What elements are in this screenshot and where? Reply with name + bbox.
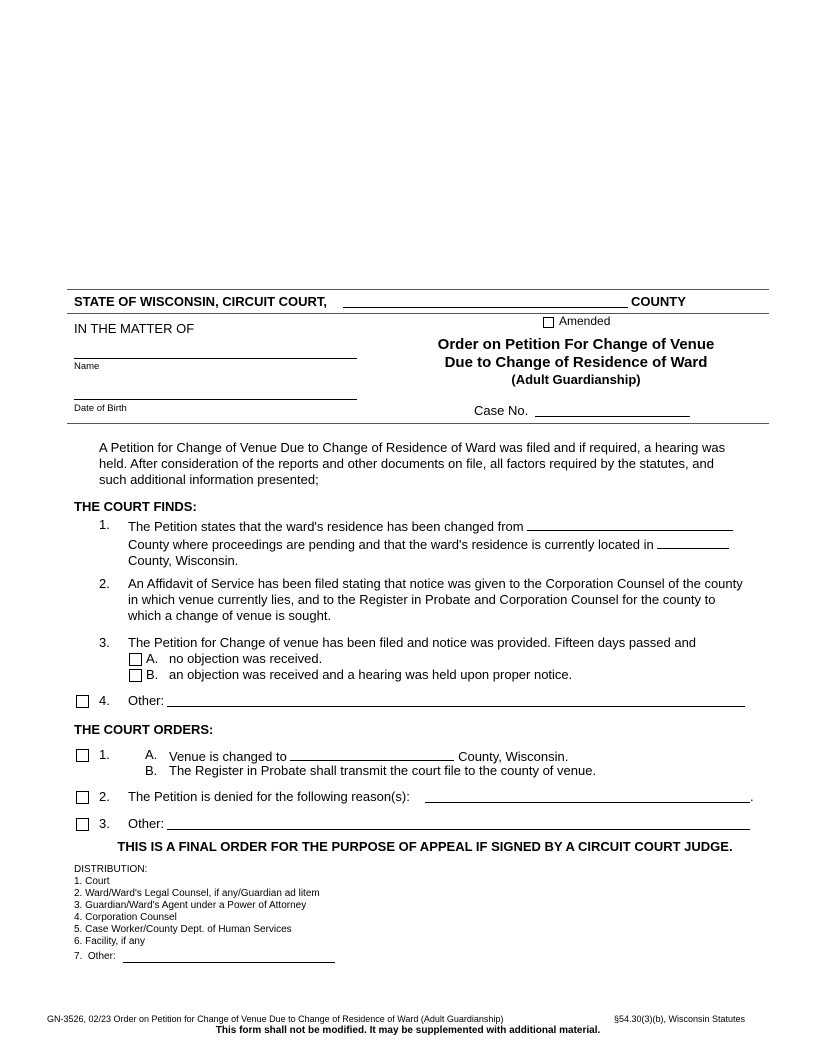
header-bottom-rule xyxy=(67,423,769,424)
header-mid-rule xyxy=(67,313,769,314)
order-2-period: . xyxy=(750,789,754,804)
denial-reasons-field[interactable] xyxy=(425,789,750,803)
finding-4-checkbox[interactable] xyxy=(76,695,89,708)
finding-3-number: 3. xyxy=(99,635,110,650)
finding-2-line: An Affidavit of Service has been filed stating that notice was given to the Corporation Counsel of the county xyxy=(128,576,743,591)
header-top-rule xyxy=(67,289,769,290)
current-county-field[interactable] xyxy=(657,535,729,549)
order-3-checkbox[interactable] xyxy=(76,818,89,831)
finding-2-line: which a change of venue is sought. xyxy=(128,608,332,623)
order-2-number: 2. xyxy=(99,789,110,804)
no-objection-checkbox[interactable] xyxy=(129,653,142,666)
objection-hearing-label: an objection was received and a hearing was held upon proper notice. xyxy=(169,667,573,682)
order-2-text: The Petition is denied for the following reason(s): xyxy=(128,789,410,804)
venue-changed-suffix: County, Wisconsin. xyxy=(458,749,569,764)
form-title xyxy=(400,336,752,388)
venue-changed-prefix: Venue is changed to xyxy=(169,749,287,764)
option-b-letter: B. xyxy=(146,667,159,682)
form-id-footer: GN-3526, 02/23 Order on Petition for Change of Venue Due to Change of Residence of Ward (Adult Guardianship) xyxy=(47,1014,504,1024)
county-name-field[interactable] xyxy=(343,294,628,308)
new-venue-county-field[interactable] xyxy=(290,747,454,761)
finding-1-text xyxy=(128,517,768,569)
finding-2-number: 2. xyxy=(99,576,110,591)
county-label: COUNTY xyxy=(631,294,686,309)
distribution-list xyxy=(74,876,320,948)
order-3-other-label: Other: xyxy=(128,816,165,831)
distribution-item: 3. Guardian/Ward's Agent under a Power of Attorney xyxy=(74,900,307,911)
distribution-other-label: 7. Other: xyxy=(74,951,116,962)
order-1b-text: The Register in Probate shall transmit the court file to the county of venue. xyxy=(169,763,597,778)
objection-hearing-checkbox[interactable] xyxy=(129,669,142,682)
modification-notice: This form shall not be modified. It may be supplemented with additional material. xyxy=(215,1025,601,1036)
distribution-item: 4. Corporation Counsel xyxy=(74,912,177,923)
order-3-other-field[interactable] xyxy=(167,816,750,830)
intro-line: A Petition for Change of Venue Due to Change of Residence of Ward was filed and if required, a hearing was xyxy=(99,440,726,455)
finding-4-other-field[interactable] xyxy=(167,693,745,707)
distribution-heading: DISTRIBUTION: xyxy=(74,864,148,875)
finding-1-line2 xyxy=(128,535,768,553)
distribution-item: 6. Facility, if any xyxy=(74,936,145,947)
intro-line: held. After consideration of the reports and other documents on file, all factors required by the statutes, and xyxy=(99,456,714,471)
amended-label: Amended xyxy=(559,314,611,328)
final-order-statement: THIS IS A FINAL ORDER FOR THE PURPOSE OF APPEAL IF SIGNED BY A CIRCUIT COURT JUDGE. xyxy=(117,839,733,854)
case-number-field[interactable] xyxy=(535,403,690,417)
date-of-birth-field[interactable] xyxy=(74,399,357,400)
finding-4-other-label: Other: xyxy=(128,693,165,708)
finding-3-text: The Petition for Change of venue has been filed and notice was provided. Fifteen days passed and xyxy=(128,635,697,650)
finding-1-number: 1. xyxy=(99,517,110,532)
form-title-line3: (Adult Guardianship) xyxy=(511,372,641,387)
order-2-checkbox[interactable] xyxy=(76,791,89,804)
distribution-item: 1. Court xyxy=(74,876,110,887)
order-1-number: 1. xyxy=(99,747,110,762)
option-a-letter: A. xyxy=(146,651,159,666)
name-label: Name xyxy=(74,361,100,372)
order-1-checkbox[interactable] xyxy=(76,749,89,762)
no-objection-label: no objection was received. xyxy=(169,651,323,666)
date-of-birth-label: Date of Birth xyxy=(74,403,127,414)
former-county-field[interactable] xyxy=(527,517,733,531)
statute-reference: §54.30(3)(b), Wisconsin Statutes xyxy=(614,1014,746,1024)
order-3-number: 3. xyxy=(99,816,110,831)
amended-checkbox[interactable] xyxy=(543,317,554,328)
state-court-label: STATE OF WISCONSIN, CIRCUIT COURT, xyxy=(74,294,328,309)
finding-2-line: in which venue currently lies, and to the Register in Probate and Corporation Counsel for the county to xyxy=(128,592,716,607)
intro-paragraph xyxy=(99,440,769,488)
in-the-matter-of-label: IN THE MATTER OF xyxy=(74,321,195,336)
order-1a-letter: A. xyxy=(145,747,158,762)
court-finds-heading: THE COURT FINDS: xyxy=(74,499,197,514)
finding-1-line1 xyxy=(128,517,768,535)
distribution-item: 5. Case Worker/County Dept. of Human Services xyxy=(74,924,292,935)
finding-1-line2-text: County where proceedings are pending and that the ward's residence is currently located in xyxy=(128,537,654,552)
intro-line: such additional information presented; xyxy=(99,472,319,487)
distribution-other-field[interactable] xyxy=(123,950,335,963)
finding-4-number: 4. xyxy=(99,693,110,708)
order-1b-letter: B. xyxy=(145,763,158,778)
finding-2-text xyxy=(128,576,778,624)
form-title-line2: Due to Change of Residence of Ward xyxy=(444,354,708,371)
finding-1-line1-text: The Petition states that the ward's residence has been changed from xyxy=(128,519,524,534)
finding-1-line3: County, Wisconsin. xyxy=(128,553,239,568)
court-orders-heading: THE COURT ORDERS: xyxy=(74,722,214,737)
name-field[interactable] xyxy=(74,358,357,359)
form-title-line1: Order on Petition For Change of Venue xyxy=(437,336,715,353)
distribution-item: 2. Ward/Ward's Legal Counsel, if any/Guardian ad litem xyxy=(74,888,320,899)
case-number-label: Case No. xyxy=(474,403,529,418)
